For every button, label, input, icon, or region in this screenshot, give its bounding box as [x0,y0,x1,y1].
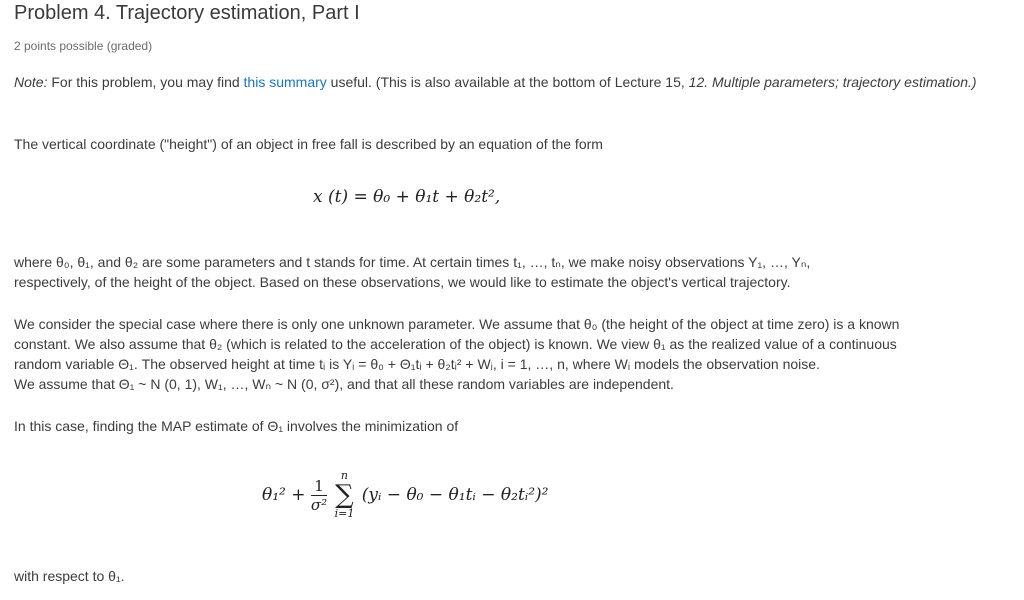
summand: (yᵢ − θ₀ − θ₁tᵢ − θ₂tᵢ²)² [361,485,549,505]
definition-line-2: respectively, of the height of the object. Based on these observations, we would like to estimate the object's vertical trajectory. [14,274,791,290]
definition-paragraph [14,252,1004,292]
model-paragraph [14,314,1004,394]
objective-fraction [311,477,327,514]
summation-lower-limit: i=1 [334,507,355,520]
model-line-1: We consider the special case where there is only one unknown parameter. We assume that θ₀ (the height of the object at time zero) is a known [14,316,900,332]
sigma-glyph: ∑ [335,480,354,510]
points-possible: 2 points possible (graded) [14,39,153,53]
trajectory-equation: x (t) = θ₀ + θ₁t + θ₂t², [313,187,501,207]
objective-first-term: θ₁² + [262,485,306,505]
note-label: Note: [14,74,48,90]
note-text-before: For this problem, you may find [51,74,240,90]
definition-line-1: where θ₀, θ₁, and θ₂ are some parameters and t stands for time. At certain times t₁, …, tₙ, we make noisy observations Y₁, …, Yₙ, [14,254,811,270]
model-line-2: constant. We also assume that θ₂ (which is related to the acceleration of the object) is known. We view θ₁ as the realized value of a continuous [14,336,897,352]
summation-symbol [335,470,355,520]
intro-paragraph: The vertical coordinate ("height") of an object in free fall is described by an equation of the form [14,136,603,152]
lecture-reference: 12. Multiple parameters; trajectory estimation.) [688,74,977,90]
summary-link[interactable]: this summary [243,74,327,90]
map-objective-equation [262,470,548,520]
model-line-4: We assume that Θ₁ ~ N (0, 1), W₁, …, Wₙ ~ N (0, σ²), and that all these random variables are independent. [14,376,674,392]
fraction-denominator: σ² [310,495,328,514]
model-line-3: random variable Θ₁. The observed height at time tᵢ is Yᵢ = θ₀ + Θ₁tᵢ + θ₂tᵢ² + Wᵢ, i = 1, …, n, where Wᵢ models the observation noise. [14,356,820,372]
fraction-numerator: 1 [311,477,327,496]
note-text-after: useful. (This is also available at the bottom of Lecture 15, [330,74,685,90]
page-title: Problem 4. Trajectory estimation, Part I [14,2,360,24]
summation-upper-limit: n [340,469,348,482]
closing-text: with respect to θ₁. [14,568,125,584]
note-paragraph [14,72,1004,92]
map-paragraph: In this case, finding the MAP estimate of Θ₁ involves the minimization of [14,418,459,434]
